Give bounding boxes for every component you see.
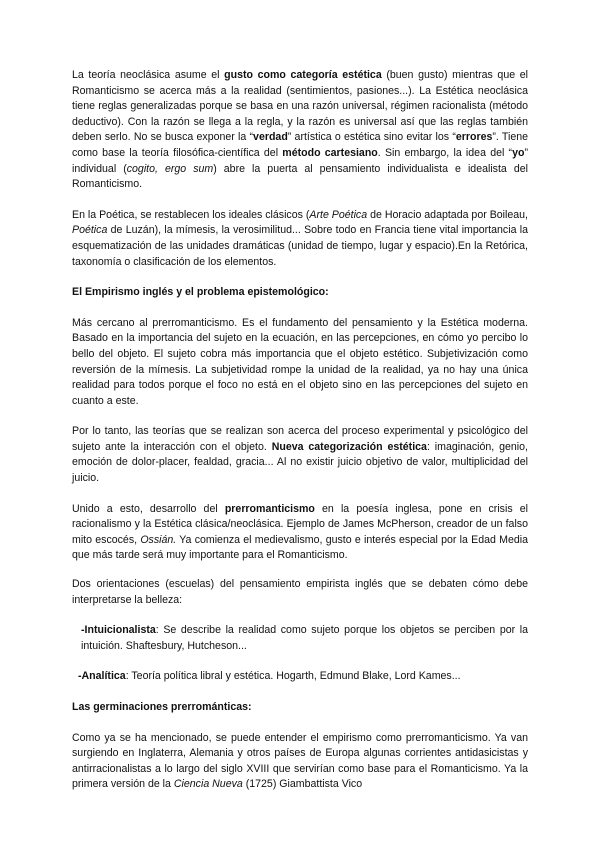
document-page (72, 68, 528, 793)
paragraph-neoclassical-taste: La teoría neoclásica asume el gusto como categoría estética (buen gusto) mientras que el Romanticismo se acerca más a la realidad (sentimientos, pasiones...). La Estética neoclásica tiene reglas generalizadas porque se basa en una razón universal, régimen racionalista (método deductivo). Con la razón se llega a la regla, y la razón es universal así que las reglas también deben serlo. No se busca exponer la “verdad” artística o estética sino evitar los “errores”. Tiene como base la teoría filosófica-científica del método cartesiano. Sin embargo, la idea del “yo” individual (cogito, ergo sum) abre la puerta al pensamiento individualista e idealista del Romanticismo. (72, 69, 528, 191)
bold-term: Nueva categorización estética (271, 440, 427, 453)
italic-term: Ossián. (140, 533, 177, 546)
italic-term: Ciencia Nueva (173, 778, 243, 791)
section-heading-germinations: Las germinaciones prerrománticas: (72, 701, 252, 713)
italic-term: Poética (72, 224, 108, 237)
italic-term: cogito, ergo sum (126, 162, 214, 175)
bold-term: verdad (253, 131, 288, 144)
bold-term: errores (455, 131, 493, 144)
bold-term: -Intuicionalista (81, 624, 156, 637)
bold-term: método cartesiano (282, 146, 378, 159)
paragraph-new-categorization: Por lo tanto, las teorías que se realizan son acerca del proceso experimental y psicológico del sujeto ante la interacción con el objeto. Nueva categorización estética: imaginación, genio, emoción de dolor-placer, fealdad, gracia... Al no existir juicio objetivo de valor, multiplicidad del juicio. (72, 425, 528, 485)
bold-term: prerromanticismo (224, 502, 315, 515)
paragraph-germinations: Como ya se ha mencionado, se puede entender el empirismo como prerromanticismo. Ya van surgiendo en Inglaterra, Alemania y otros países de Europa algunas corrientes antidasicistas y antirracionalistas a lo largo del siglo XVIII que servirían como base para el Romanticismo. Ya la primera versión de la Ciencia Nueva (1725) Giambattista Vico (72, 731, 528, 791)
section-heading-empiricism: El Empirismo inglés y el problema epistemológico: (72, 286, 329, 299)
bold-term: yo (512, 146, 525, 159)
list-item-analitica: -Analítica: Teoría política libral y estética. Hogarth, Edmund Blake, Lord Kames... (78, 670, 461, 683)
paragraph-two-orientations: Dos orientaciones (escuelas) del pensamiento empirista inglés que se debaten cómo debe interpretarse la belleza: (72, 578, 528, 606)
bold-term: gusto como categoría estética (224, 69, 382, 81)
italic-term: Arte Poética (309, 208, 368, 221)
list-item-intuicionalista: -Intuicionalista: Se describe la realidad como sujeto porque los objetos se perciben por la intuición. Shaftesbury, Hutcheson... (81, 624, 528, 652)
paragraph-preromanticism: Unido a esto, desarrollo del prerromanticismo en la poesía inglesa, pone en crisis el racionalismo y la Estética clásica/neoclásica. Ejemplo de James McPherson, creador de un falso mito escocés, Ossián. Ya comienza el medievalismo, gusto e interés especial por la Edad Media que más tarde será muy importante para el Romanticismo. (72, 502, 528, 562)
bold-term: -Analítica (78, 670, 126, 683)
paragraph-empiricism: Más cercano al prerromanticismo. Es el fundamento del pensamiento y la Estética moderna. Basado en la importancia del sujeto en la ecuación, en las percepciones, en cómo yo percibo lo bello del objeto. El sujeto cobra más importancia que el objeto estético. Subjetivización como reversión de la mímesis. La subjetividad rompe la unidad de la realidad, ya no hay una única realidad para todos porque el foco no está en el objeto sino en las percepciones del sujeto en cuanto a este. (72, 316, 528, 407)
paragraph-poetics: En la Poética, se restablecen los ideales clásicos (Arte Poética de Horacio adaptada por Boileau, Poética de Luzán), la mímesis, la verosimilitud... Sobre todo en Francia tiene vital importancia la esquematización de las unidades dramáticas (unidad de tiempo, lugar y espacio).En la Retórica, taxonomía o clasificación de los elementos. (72, 208, 528, 268)
